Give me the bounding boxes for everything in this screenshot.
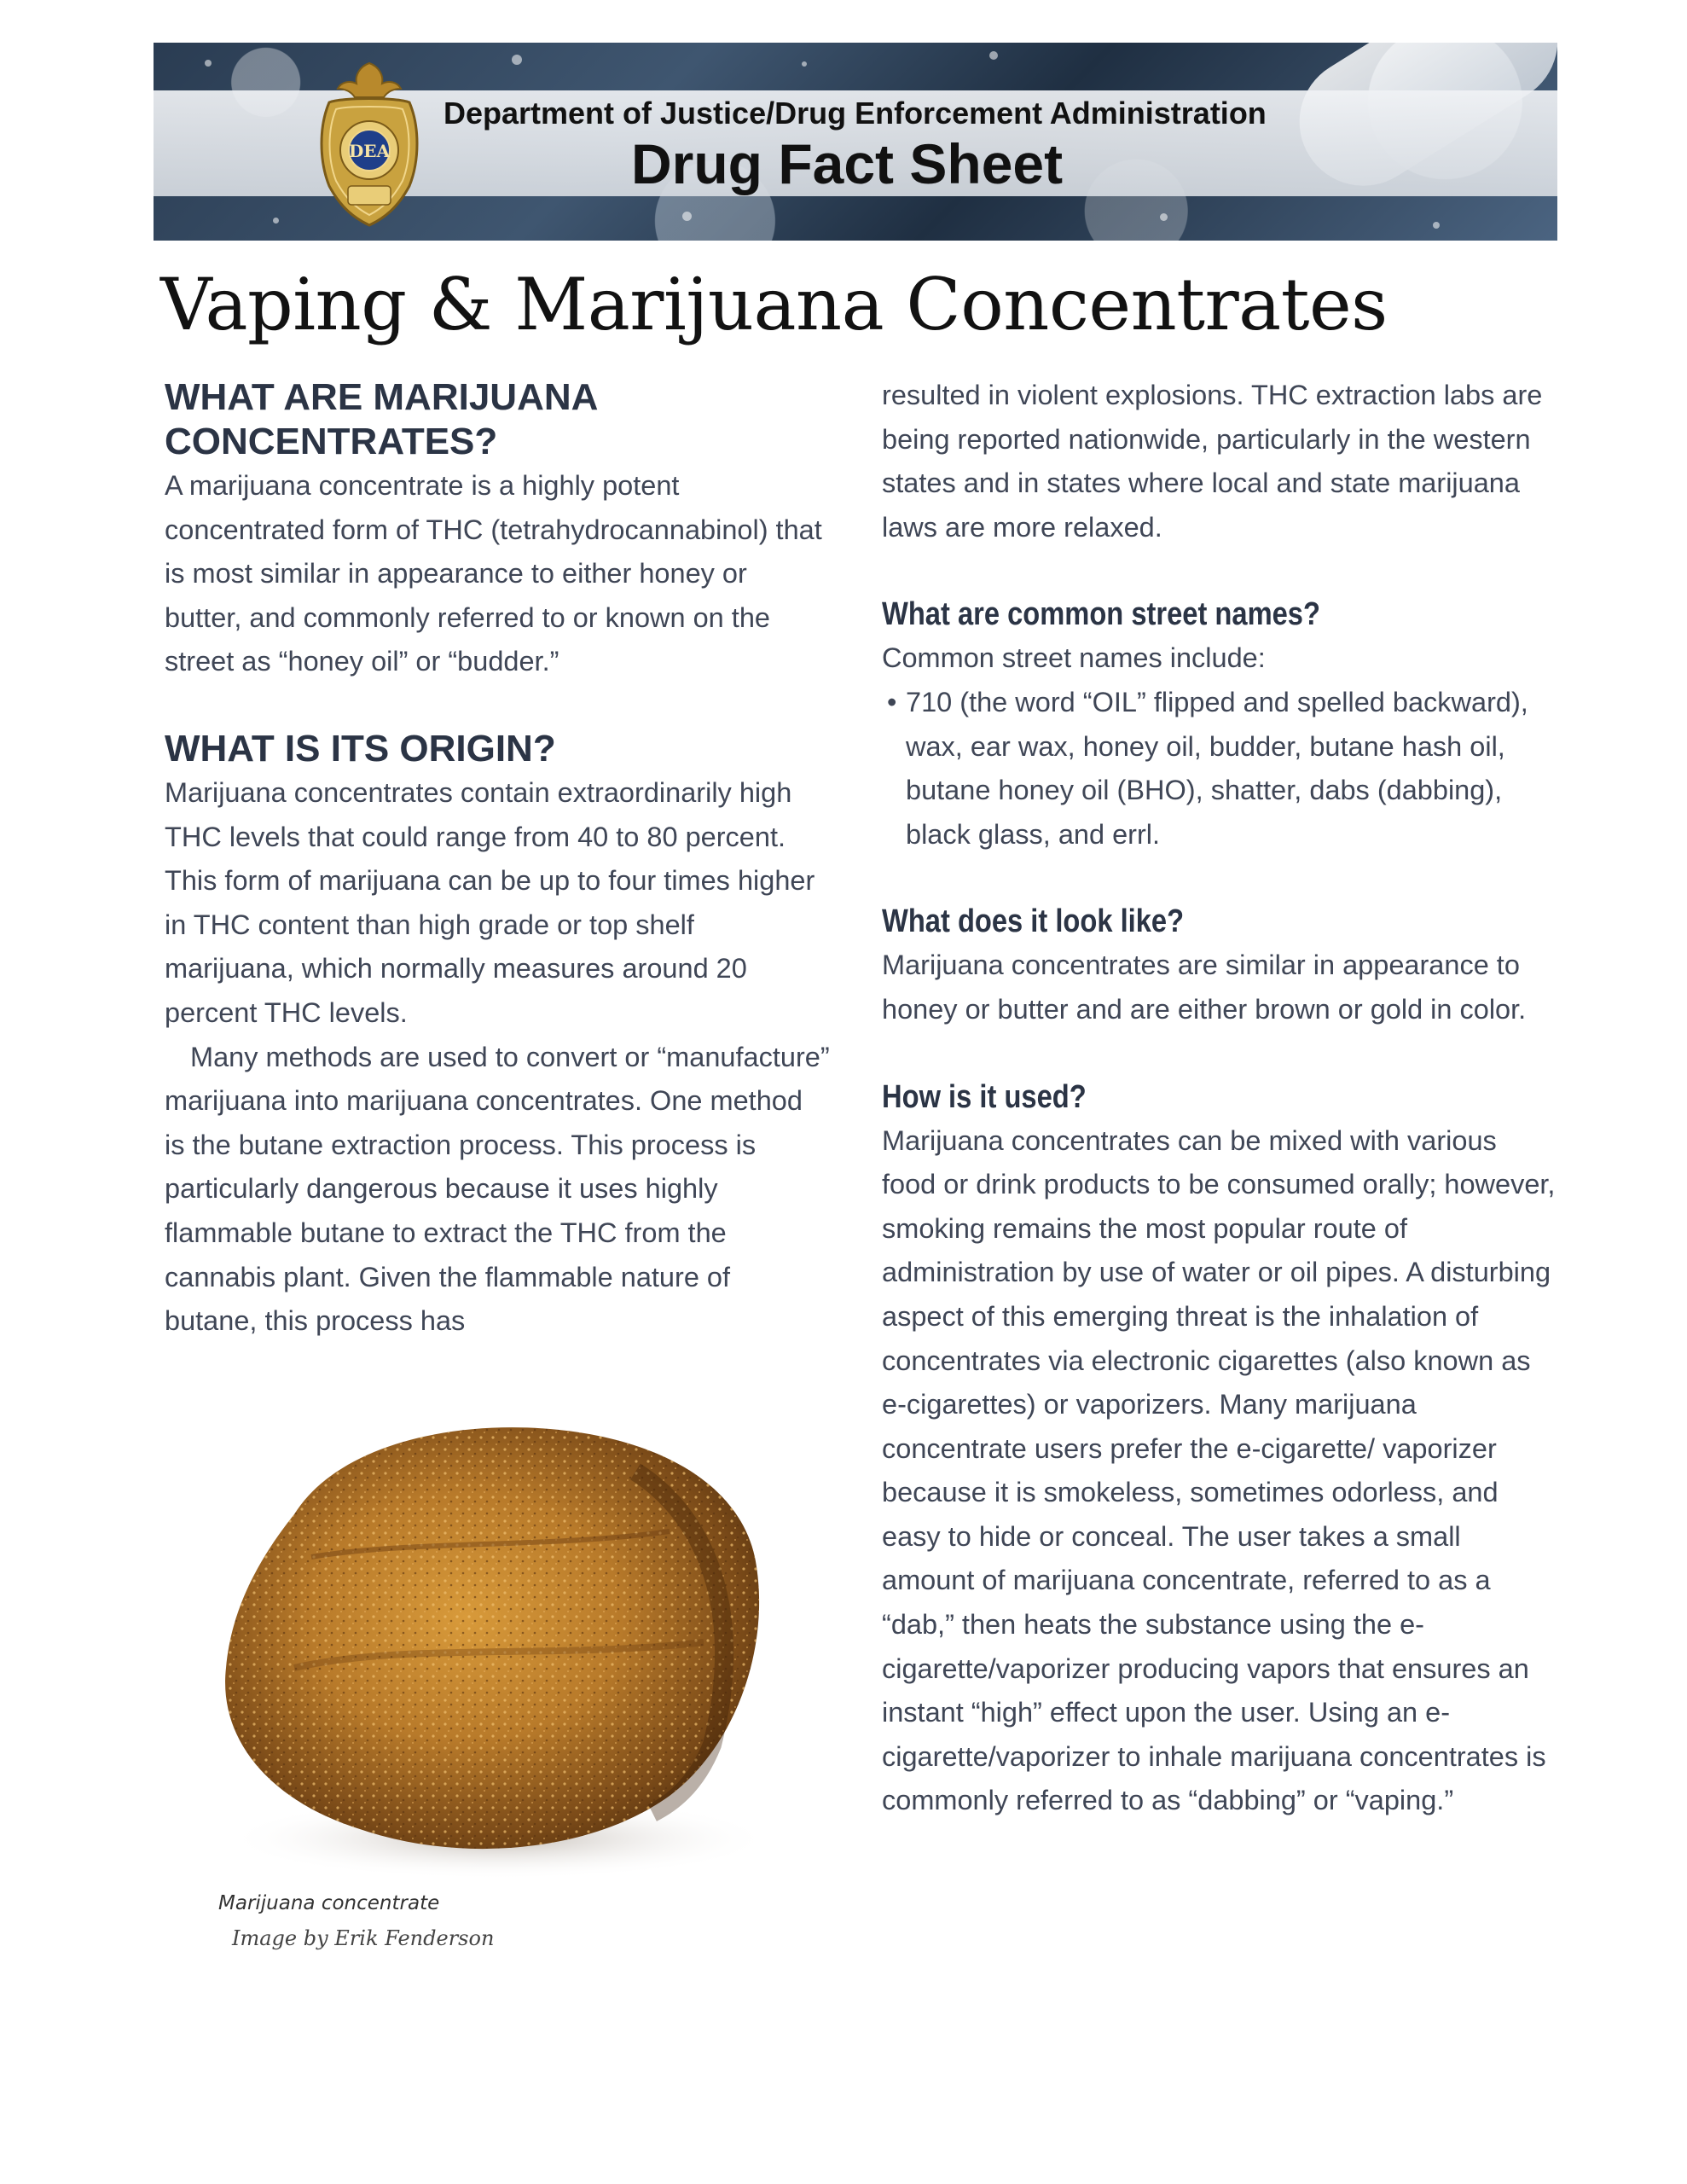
header-banner xyxy=(154,43,1557,241)
svg-text:DEA: DEA xyxy=(348,141,391,161)
section-heading-street-names: What are common street names? xyxy=(882,596,1320,633)
image-caption: Marijuana concentrate xyxy=(218,1892,440,1914)
banner-title: Drug Fact Sheet xyxy=(631,132,1064,195)
section-heading-usage: How is it used? xyxy=(882,1078,1087,1115)
section-body-what-are: A marijuana concentrate is a highly potent concentrated form of THC (tetrahydrocannabinol) that is most similar in appearance to either honey or butter, and commonly referred to or known on the street as “honey oil” or “budder.” xyxy=(165,470,822,677)
section-heading-look: What does it look like? xyxy=(882,903,1185,940)
left-column xyxy=(165,375,830,1344)
section-body-usage: Marijuana concentrates can be mixed with various food or drink products to be consumed orally; however, smoking remains the most popular route of administration by use of water or oil pipes. A disturbing aspect of this emerging threat is the inhalation of concentrates via electronic cigarettes (also known as e-cigarettes) or vaporizers. Many marijuana concentrate users prefer the e-cigarette/ vaporizer because it is smokeless, sometimes odorless, and easy to hide or conceal. The user takes a small amount of marijuana concentrate, referred to as a “dab,” then heats the substance using the e-cigarette/vaporizer producing vapors that ensures an instant “high” effect upon the user. Using an e-cigarette/vaporizer to inhale marijuana concentrates is commonly referred to as “dabbing” or “vaping.” xyxy=(882,1124,1556,1816)
banner-department: Department of Justice/Drug Enforcement Administration xyxy=(443,96,1267,131)
page-title: Vaping & Marijuana Concentrates xyxy=(160,263,1388,346)
section-body-origin-2: Many methods are used to convert or “manufacture” marijuana into marijuana concentrates. One method is the butane extraction process. This process is particularly dangerous because it uses highly flammable butane to extract the THC from the cannabis plant. Given the flammable nature of butane, this process has xyxy=(165,1041,830,1337)
section-heading-what-are: WHAT ARE MARIJUANA CONCENTRATES? xyxy=(165,376,597,462)
marijuana-concentrate-image xyxy=(192,1386,789,1885)
street-names-intro: Common street names include: xyxy=(882,642,1266,674)
image-credit: Image by Erik Fenderson xyxy=(232,1926,495,1950)
continued-text: resulted in violent explosions. THC extraction labs are being reported nationwide, particularly in the western states and in states where local and state marijuana laws are more relaxed. xyxy=(882,380,1543,543)
section-body-look: Marijuana concentrates are similar in appearance to honey or butter and are either brown or gold in color. xyxy=(882,950,1527,1025)
list-item: • 710 (the word “OIL” flipped and spelled backward), wax, ear wax, honey oil, budder, butane hash oil, butane honey oil (BHO), shatter, dabs (dabbing), black glass, and errl. xyxy=(882,681,1556,857)
dea-badge-icon xyxy=(316,58,423,229)
section-body-origin-1: Marijuana concentrates contain extraordinarily high THC levels that could range from 40 to 80 percent. This form of marijuana can be up to four times higher in THC content than high grade or top shelf marijuana, which normally measures around 20 percent THC levels. xyxy=(165,776,815,1028)
right-column xyxy=(882,375,1556,1823)
section-heading-origin: WHAT IS ITS ORIGIN? xyxy=(165,727,556,770)
street-names-list xyxy=(882,681,1556,857)
